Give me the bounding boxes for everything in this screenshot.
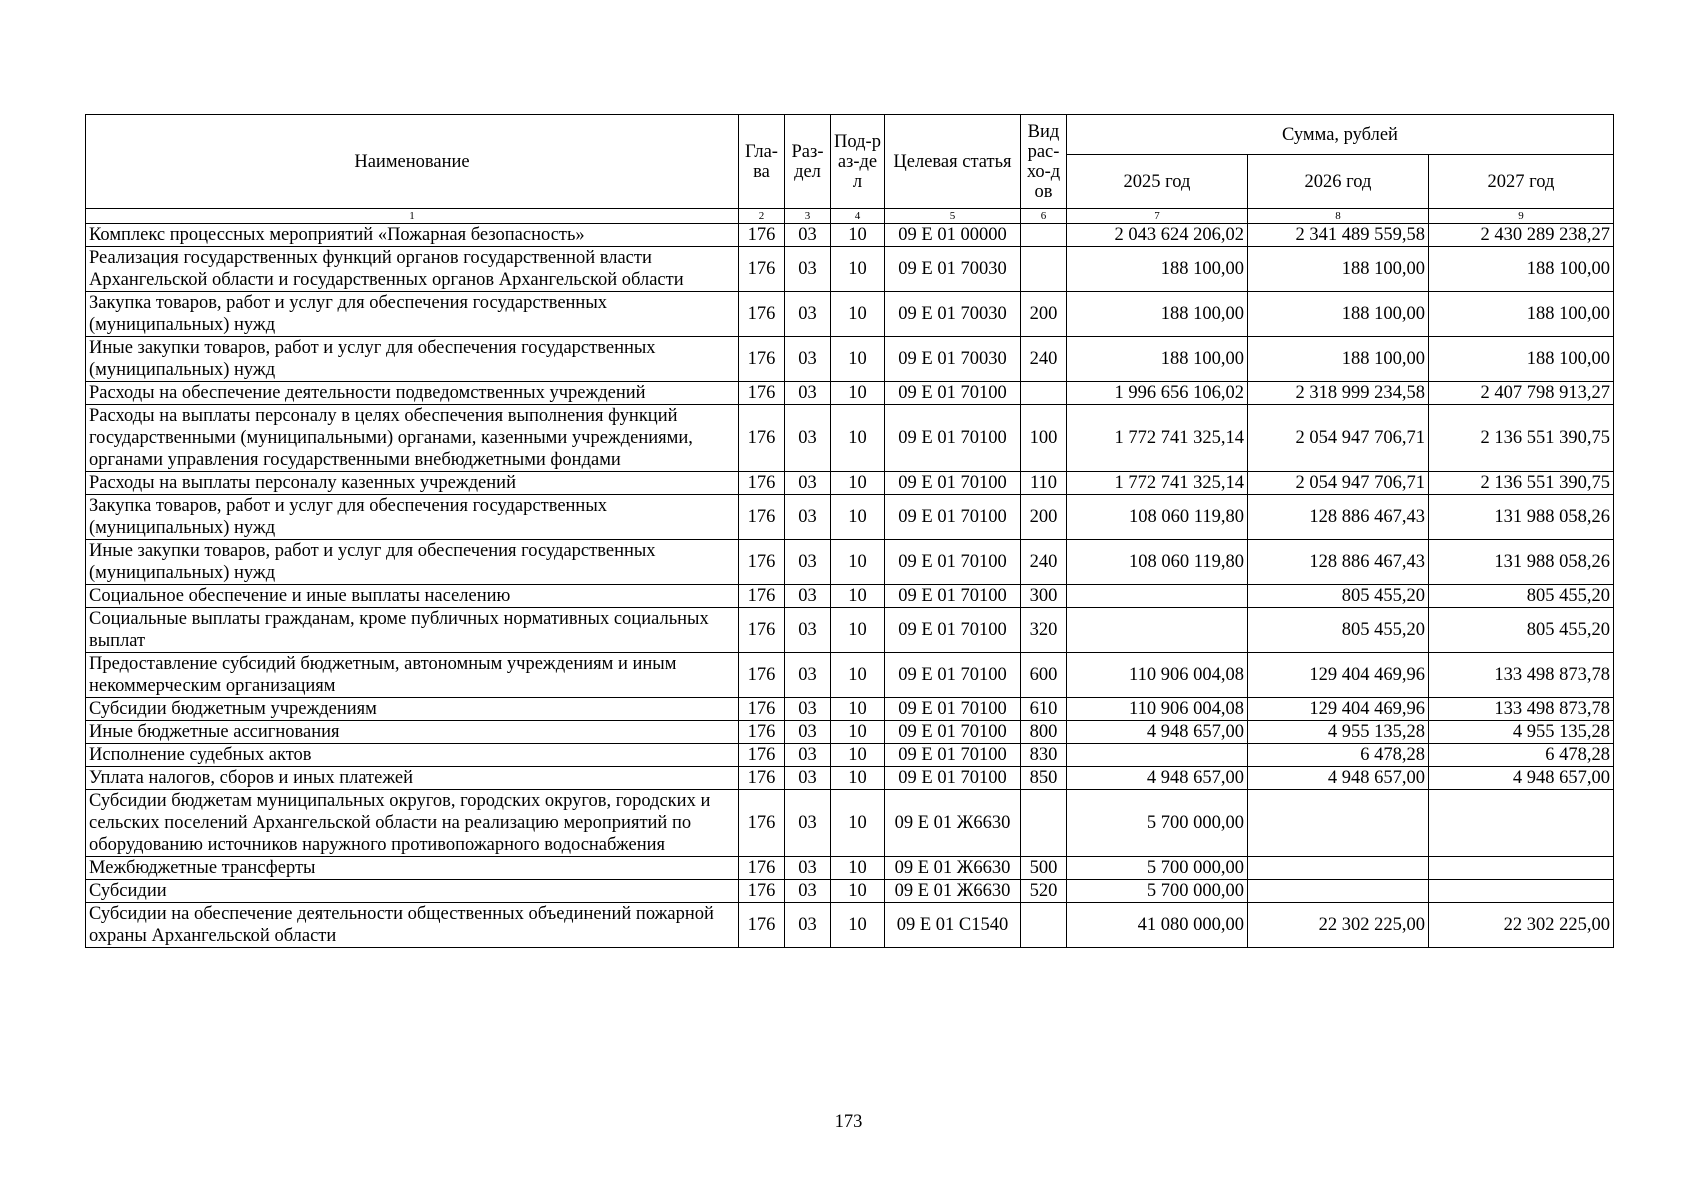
row-amount-2027-cell: 188 100,00 — [1429, 292, 1614, 337]
table-header — [86, 115, 1614, 224]
row-podrazdel-cell: 10 — [831, 790, 885, 857]
row-razdel-cell: 03 — [785, 608, 831, 653]
table-row — [86, 472, 1614, 495]
table-row — [86, 790, 1614, 857]
row-amount-2026-cell: 188 100,00 — [1248, 292, 1429, 337]
row-amount-2027-cell: 133 498 873,78 — [1429, 698, 1614, 721]
row-vid-rashodov-cell: 600 — [1021, 653, 1067, 698]
row-amount-2026-cell: 128 886 467,43 — [1248, 540, 1429, 585]
row-name-cell: Комплекс процессных мероприятий «Пожарная безопасность» — [86, 224, 739, 247]
row-podrazdel-cell: 10 — [831, 405, 885, 472]
row-amount-2026-cell: 188 100,00 — [1248, 337, 1429, 382]
row-razdel-cell: 03 — [785, 790, 831, 857]
header-vid-rashodov — [1021, 115, 1067, 209]
row-razdel-cell: 03 — [785, 495, 831, 540]
row-vid-rashodov-cell: 320 — [1021, 608, 1067, 653]
row-name-cell: Субсидии — [86, 880, 739, 903]
row-glava-cell: 176 — [739, 405, 785, 472]
row-celevaya-statya-cell: 09 Е 01 Ж6630 — [885, 790, 1021, 857]
row-amount-2025-cell: 4 948 657,00 — [1067, 767, 1248, 790]
row-vid-rashodov-cell — [1021, 224, 1067, 247]
row-amount-2027-cell — [1429, 857, 1614, 880]
row-glava-cell: 176 — [739, 472, 785, 495]
row-podrazdel-cell: 10 — [831, 382, 885, 405]
col-number: 7 — [1067, 209, 1248, 224]
row-glava-cell: 176 — [739, 585, 785, 608]
row-name-cell: Закупка товаров, работ и услуг для обеспечения государственных (муниципальных) нужд — [86, 292, 739, 337]
row-razdel-cell: 03 — [785, 653, 831, 698]
row-vid-rashodov-cell: 240 — [1021, 540, 1067, 585]
row-podrazdel-cell: 10 — [831, 653, 885, 698]
row-vid-rashodov-cell: 610 — [1021, 698, 1067, 721]
row-glava-cell: 176 — [739, 744, 785, 767]
table-row — [86, 880, 1614, 903]
row-amount-2027-cell — [1429, 880, 1614, 903]
row-celevaya-statya-cell: 09 Е 01 70100 — [885, 608, 1021, 653]
row-name-cell: Субсидии на обеспечение деятельности общественных объединений пожарной охраны Архангельской области — [86, 903, 739, 948]
row-amount-2025-cell: 4 948 657,00 — [1067, 721, 1248, 744]
header-year-2027: 2027 год — [1429, 155, 1614, 209]
row-name-cell: Социальное обеспечение и иные выплаты населению — [86, 585, 739, 608]
row-glava-cell: 176 — [739, 247, 785, 292]
row-razdel-cell: 03 — [785, 337, 831, 382]
col-number: 2 — [739, 209, 785, 224]
row-podrazdel-cell: 10 — [831, 337, 885, 382]
row-glava-cell: 176 — [739, 790, 785, 857]
row-amount-2025-cell: 5 700 000,00 — [1067, 790, 1248, 857]
table-row — [86, 405, 1614, 472]
row-name-cell: Реализация государственных функций органов государственной власти Архангельской области и государственных органов Архангельской области — [86, 247, 739, 292]
row-glava-cell: 176 — [739, 721, 785, 744]
row-podrazdel-cell: 10 — [831, 767, 885, 790]
row-name-cell: Закупка товаров, работ и услуг для обеспечения государственных (муниципальных) нужд — [86, 495, 739, 540]
row-amount-2026-cell — [1248, 857, 1429, 880]
row-glava-cell: 176 — [739, 903, 785, 948]
row-amount-2027-cell: 188 100,00 — [1429, 247, 1614, 292]
table-row — [86, 721, 1614, 744]
row-amount-2026-cell: 805 455,20 — [1248, 585, 1429, 608]
row-vid-rashodov-cell — [1021, 247, 1067, 292]
row-podrazdel-cell: 10 — [831, 292, 885, 337]
column-number-row — [86, 209, 1614, 224]
row-amount-2025-cell: 2 043 624 206,02 — [1067, 224, 1248, 247]
row-podrazdel-cell: 10 — [831, 903, 885, 948]
row-amount-2025-cell: 1 772 741 325,14 — [1067, 472, 1248, 495]
row-razdel-cell: 03 — [785, 382, 831, 405]
row-vid-rashodov-cell: 240 — [1021, 337, 1067, 382]
row-amount-2025-cell: 41 080 000,00 — [1067, 903, 1248, 948]
header-glava-text: Гла-ва — [745, 141, 778, 182]
row-razdel-cell: 03 — [785, 880, 831, 903]
row-celevaya-statya-cell: 09 Е 01 70100 — [885, 495, 1021, 540]
col-number: 3 — [785, 209, 831, 224]
row-glava-cell: 176 — [739, 224, 785, 247]
row-vid-rashodov-cell: 500 — [1021, 857, 1067, 880]
row-name-cell: Иные бюджетные ассигнования — [86, 721, 739, 744]
header-podrazdel — [831, 115, 885, 209]
table-row — [86, 608, 1614, 653]
col-number: 1 — [86, 209, 739, 224]
row-name-cell: Субсидии бюджетам муниципальных округов, городских округов, городских и сельских поселений Архангельской области на реализацию мероприятий по оборудованию источников наружного противопожарного водоснабжения — [86, 790, 739, 857]
row-amount-2026-cell: 2 054 947 706,71 — [1248, 472, 1429, 495]
row-podrazdel-cell: 10 — [831, 857, 885, 880]
row-vid-rashodov-cell — [1021, 790, 1067, 857]
row-amount-2027-cell: 22 302 225,00 — [1429, 903, 1614, 948]
row-razdel-cell: 03 — [785, 721, 831, 744]
table-row — [86, 585, 1614, 608]
row-razdel-cell: 03 — [785, 292, 831, 337]
row-glava-cell: 176 — [739, 767, 785, 790]
row-podrazdel-cell: 10 — [831, 224, 885, 247]
table-row — [86, 744, 1614, 767]
row-vid-rashodov-cell: 300 — [1021, 585, 1067, 608]
row-celevaya-statya-cell: 09 Е 01 Ж6630 — [885, 857, 1021, 880]
header-summa: Сумма, рублей — [1067, 115, 1614, 155]
row-amount-2026-cell: 6 478,28 — [1248, 744, 1429, 767]
row-amount-2027-cell: 4 955 135,28 — [1429, 721, 1614, 744]
row-amount-2027-cell: 4 948 657,00 — [1429, 767, 1614, 790]
table-row — [86, 292, 1614, 337]
table-row — [86, 903, 1614, 948]
row-amount-2026-cell: 188 100,00 — [1248, 247, 1429, 292]
row-amount-2026-cell: 4 955 135,28 — [1248, 721, 1429, 744]
row-razdel-cell: 03 — [785, 540, 831, 585]
row-celevaya-statya-cell: 09 Е 01 70100 — [885, 744, 1021, 767]
row-amount-2025-cell: 108 060 119,80 — [1067, 540, 1248, 585]
row-celevaya-statya-cell: 09 Е 01 00000 — [885, 224, 1021, 247]
row-vid-rashodov-cell: 200 — [1021, 292, 1067, 337]
header-year-2026: 2026 год — [1248, 155, 1429, 209]
budget-table — [85, 114, 1614, 948]
row-amount-2026-cell: 22 302 225,00 — [1248, 903, 1429, 948]
row-amount-2025-cell — [1067, 585, 1248, 608]
header-glava — [739, 115, 785, 209]
row-razdel-cell: 03 — [785, 472, 831, 495]
row-amount-2025-cell: 5 700 000,00 — [1067, 880, 1248, 903]
row-amount-2027-cell: 2 136 551 390,75 — [1429, 405, 1614, 472]
row-celevaya-statya-cell: 09 Е 01 70030 — [885, 292, 1021, 337]
header-vid-text: Вид рас-хо-дов — [1026, 121, 1061, 202]
row-amount-2027-cell: 131 988 058,26 — [1429, 495, 1614, 540]
row-razdel-cell: 03 — [785, 857, 831, 880]
row-name-cell: Расходы на выплаты персоналу в целях обеспечения выполнения функций государственными (муниципальными) органами, казенными учреждениями, органами управления государственными внебюджетными фондами — [86, 405, 739, 472]
row-razdel-cell: 03 — [785, 247, 831, 292]
row-razdel-cell: 03 — [785, 903, 831, 948]
table-row — [86, 224, 1614, 247]
col-number: 9 — [1429, 209, 1614, 224]
table-row — [86, 337, 1614, 382]
row-vid-rashodov-cell: 800 — [1021, 721, 1067, 744]
row-amount-2027-cell: 6 478,28 — [1429, 744, 1614, 767]
table-row — [86, 857, 1614, 880]
row-name-cell: Субсидии бюджетным учреждениям — [86, 698, 739, 721]
row-name-cell: Предоставление субсидий бюджетным, автономным учреждениям и иным некоммерческим организациям — [86, 653, 739, 698]
row-celevaya-statya-cell: 09 Е 01 70100 — [885, 767, 1021, 790]
row-podrazdel-cell: 10 — [831, 721, 885, 744]
row-celevaya-statya-cell: 09 Е 01 70100 — [885, 405, 1021, 472]
table-row — [86, 698, 1614, 721]
row-podrazdel-cell: 10 — [831, 744, 885, 767]
row-razdel-cell: 03 — [785, 767, 831, 790]
row-razdel-cell: 03 — [785, 405, 831, 472]
row-razdel-cell: 03 — [785, 698, 831, 721]
row-celevaya-statya-cell: 09 Е 01 70100 — [885, 698, 1021, 721]
row-amount-2026-cell — [1248, 880, 1429, 903]
header-name: Наименование — [86, 115, 739, 209]
row-name-cell: Иные закупки товаров, работ и услуг для обеспечения государственных (муниципальных) нужд — [86, 337, 739, 382]
row-podrazdel-cell: 10 — [831, 585, 885, 608]
row-amount-2027-cell: 2 136 551 390,75 — [1429, 472, 1614, 495]
row-amount-2026-cell: 2 054 947 706,71 — [1248, 405, 1429, 472]
row-celevaya-statya-cell: 09 Е 01 70100 — [885, 472, 1021, 495]
row-razdel-cell: 03 — [785, 585, 831, 608]
row-amount-2026-cell — [1248, 790, 1429, 857]
row-celevaya-statya-cell: 09 Е 01 70030 — [885, 337, 1021, 382]
header-razdel-text: Раз-дел — [791, 141, 824, 182]
row-celevaya-statya-cell: 09 Е 01 70100 — [885, 721, 1021, 744]
row-vid-rashodov-cell: 850 — [1021, 767, 1067, 790]
row-podrazdel-cell: 10 — [831, 698, 885, 721]
row-amount-2025-cell: 108 060 119,80 — [1067, 495, 1248, 540]
row-glava-cell: 176 — [739, 337, 785, 382]
row-glava-cell: 176 — [739, 540, 785, 585]
row-vid-rashodov-cell — [1021, 903, 1067, 948]
row-vid-rashodov-cell — [1021, 382, 1067, 405]
row-vid-rashodov-cell: 100 — [1021, 405, 1067, 472]
row-podrazdel-cell: 10 — [831, 608, 885, 653]
row-amount-2027-cell: 133 498 873,78 — [1429, 653, 1614, 698]
row-celevaya-statya-cell: 09 Е 01 С1540 — [885, 903, 1021, 948]
row-celevaya-statya-cell: 09 Е 01 70100 — [885, 585, 1021, 608]
table-row — [86, 767, 1614, 790]
row-glava-cell: 176 — [739, 653, 785, 698]
row-vid-rashodov-cell: 520 — [1021, 880, 1067, 903]
row-glava-cell: 176 — [739, 608, 785, 653]
row-glava-cell: 176 — [739, 857, 785, 880]
row-amount-2026-cell: 805 455,20 — [1248, 608, 1429, 653]
row-name-cell: Межбюджетные трансферты — [86, 857, 739, 880]
row-celevaya-statya-cell: 09 Е 01 70100 — [885, 540, 1021, 585]
row-podrazdel-cell: 10 — [831, 540, 885, 585]
row-vid-rashodov-cell: 110 — [1021, 472, 1067, 495]
row-amount-2026-cell: 2 341 489 559,58 — [1248, 224, 1429, 247]
row-glava-cell: 176 — [739, 698, 785, 721]
row-podrazdel-cell: 10 — [831, 247, 885, 292]
row-podrazdel-cell: 10 — [831, 472, 885, 495]
row-name-cell: Исполнение судебных актов — [86, 744, 739, 767]
row-amount-2027-cell: 2 407 798 913,27 — [1429, 382, 1614, 405]
row-amount-2025-cell: 1 772 741 325,14 — [1067, 405, 1248, 472]
row-celevaya-statya-cell: 09 Е 01 70100 — [885, 653, 1021, 698]
table-body — [86, 224, 1614, 948]
row-amount-2025-cell — [1067, 744, 1248, 767]
row-celevaya-statya-cell: 09 Е 01 Ж6630 — [885, 880, 1021, 903]
col-number: 6 — [1021, 209, 1067, 224]
row-glava-cell: 176 — [739, 495, 785, 540]
row-vid-rashodov-cell: 200 — [1021, 495, 1067, 540]
row-amount-2026-cell: 128 886 467,43 — [1248, 495, 1429, 540]
row-podrazdel-cell: 10 — [831, 880, 885, 903]
table-row — [86, 247, 1614, 292]
row-name-cell: Расходы на выплаты персоналу казенных учреждений — [86, 472, 739, 495]
table-row — [86, 495, 1614, 540]
row-glava-cell: 176 — [739, 880, 785, 903]
row-amount-2026-cell: 129 404 469,96 — [1248, 653, 1429, 698]
row-amount-2027-cell: 131 988 058,26 — [1429, 540, 1614, 585]
row-amount-2025-cell: 110 906 004,08 — [1067, 653, 1248, 698]
row-amount-2027-cell: 188 100,00 — [1429, 337, 1614, 382]
col-number: 4 — [831, 209, 885, 224]
col-number: 5 — [885, 209, 1021, 224]
header-year-2025: 2025 год — [1067, 155, 1248, 209]
row-amount-2025-cell: 188 100,00 — [1067, 292, 1248, 337]
table-row — [86, 540, 1614, 585]
row-amount-2025-cell: 188 100,00 — [1067, 337, 1248, 382]
row-amount-2026-cell: 2 318 999 234,58 — [1248, 382, 1429, 405]
row-amount-2026-cell: 129 404 469,96 — [1248, 698, 1429, 721]
row-amount-2025-cell: 188 100,00 — [1067, 247, 1248, 292]
row-vid-rashodov-cell: 830 — [1021, 744, 1067, 767]
row-razdel-cell: 03 — [785, 224, 831, 247]
row-name-cell: Социальные выплаты гражданам, кроме публичных нормативных социальных выплат — [86, 608, 739, 653]
header-celevaya-statya: Целевая статья — [885, 115, 1021, 209]
page-number: 173 — [834, 1112, 863, 1132]
col-number: 8 — [1248, 209, 1429, 224]
row-amount-2025-cell: 5 700 000,00 — [1067, 857, 1248, 880]
header-razdel — [785, 115, 831, 209]
table-row — [86, 382, 1614, 405]
row-amount-2025-cell: 1 996 656 106,02 — [1067, 382, 1248, 405]
row-podrazdel-cell: 10 — [831, 495, 885, 540]
row-razdel-cell: 03 — [785, 744, 831, 767]
row-amount-2027-cell: 805 455,20 — [1429, 585, 1614, 608]
table-row — [86, 653, 1614, 698]
row-amount-2026-cell: 4 948 657,00 — [1248, 767, 1429, 790]
row-amount-2025-cell: 110 906 004,08 — [1067, 698, 1248, 721]
row-glava-cell: 176 — [739, 382, 785, 405]
row-glava-cell: 176 — [739, 292, 785, 337]
header-podrazdel-text: Под-раз-дел — [834, 131, 881, 192]
row-amount-2025-cell — [1067, 608, 1248, 653]
row-celevaya-statya-cell: 09 Е 01 70100 — [885, 382, 1021, 405]
row-amount-2027-cell: 805 455,20 — [1429, 608, 1614, 653]
row-amount-2027-cell: 2 430 289 238,27 — [1429, 224, 1614, 247]
row-name-cell: Иные закупки товаров, работ и услуг для обеспечения государственных (муниципальных) нужд — [86, 540, 739, 585]
row-name-cell: Расходы на обеспечение деятельности подведомственных учреждений — [86, 382, 739, 405]
row-name-cell: Уплата налогов, сборов и иных платежей — [86, 767, 739, 790]
row-amount-2027-cell — [1429, 790, 1614, 857]
row-celevaya-statya-cell: 09 Е 01 70030 — [885, 247, 1021, 292]
